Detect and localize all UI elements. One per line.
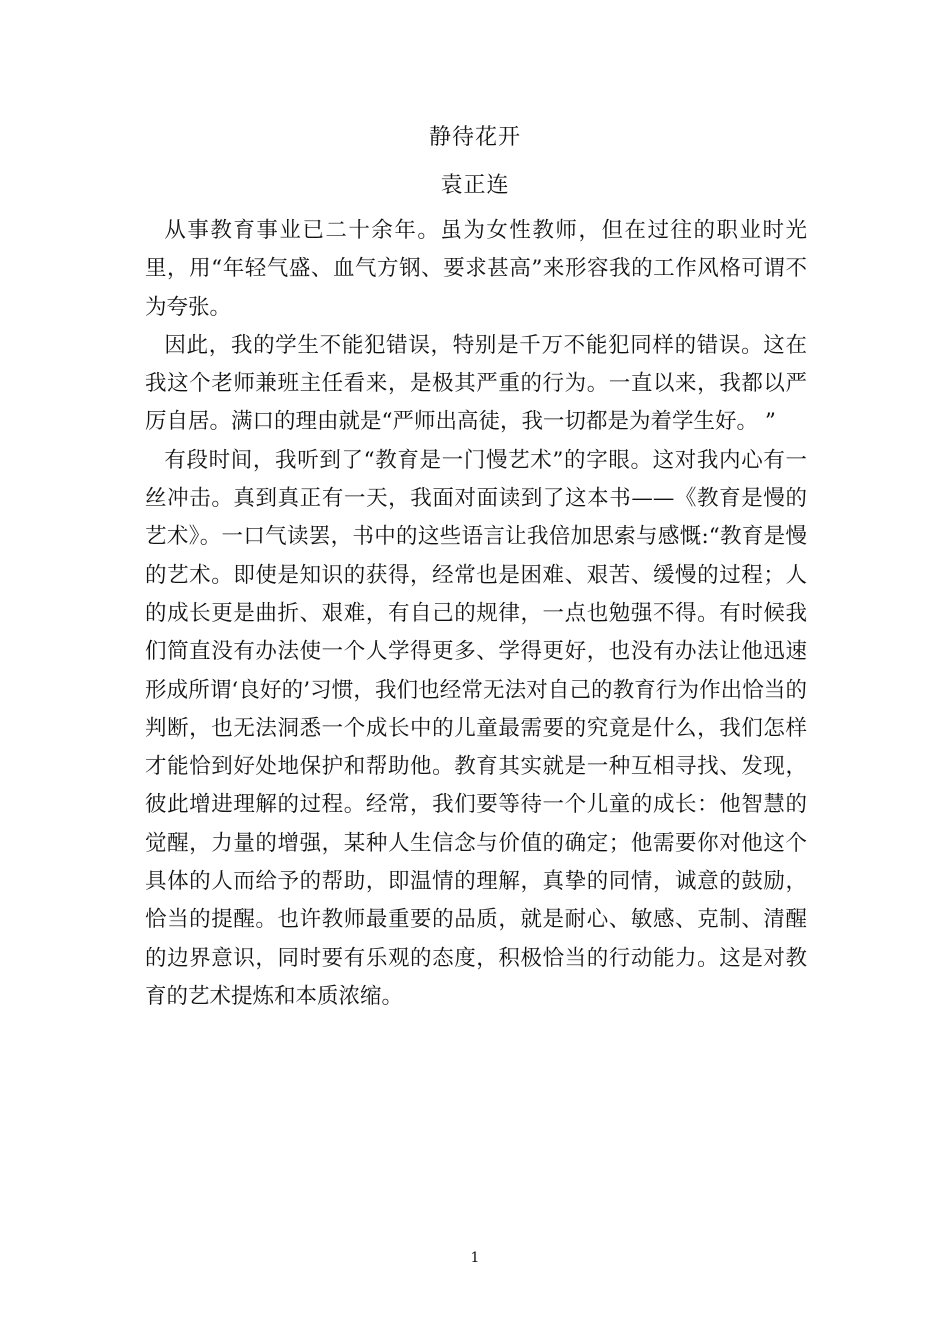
paragraph-1: 从事教育事业已二十余年。虽为女性教师，但在过往的职业时光里，用“年轻气盛、血气方钢、要求甚高”来形容我的工作风格可谓不为夸张。 xyxy=(145,218,807,320)
page-number: 1 xyxy=(470,1250,480,1266)
paragraph-3: 有段时间，我听到了“教育是一门慢艺术”的字眼。这对我内心有一丝冲击。真到真正有一天，我面对面读到了这本书——《教育是慢的艺术》。一口气读罢，书中的这些语言让我倍加思索与感慨:“教育是慢的艺术。即使是知识的获得，经常也是困难、艰苦、缓慢的过程；人的成长更是曲折、艰难，有自己的规律，一点也勉强不得。有时候我们简直没有办法使一个人学得更多、学得更好，也没有办法让他迅速形成所谓‘良好的’习惯，我们也经常无法对自己的教育行为作出恰当的判断，也无法洞悉一个成长中的儿童最需要的究竟是什么，我们怎样才能恰到好处地保护和帮助他。教育其实就是一种互相寻找、发现，彼此增进理解的过程。经常，我们要等待一个儿童的成长：他智慧的觉醒，力量的增强，某种人生信念与价值的确定；他需要你对他这个具体的人而给予的帮助，即温情的理解，真挚的同情，诚意的鼓励，恰当的提醒。也许教师最重要的品质，就是耐心、敏感、克制、清醒的边界意识，同时要有乐观的态度，积极恰当的行动能力。这是对教育的艺术提炼和本质浓缩。 xyxy=(145,447,807,1009)
paragraph-2: 因此，我的学生不能犯错误，特别是千万不能犯同样的错误。这在我这个老师兼班主任看来，是极其严重的行为。一直以来，我都以严厉自居。满口的理由就是“严师出高徒，我一切都是为着学生好。 ” xyxy=(145,332,807,435)
body-text xyxy=(145,212,807,1016)
author-name: 袁正连 xyxy=(440,173,510,198)
document-title: 静待花开 xyxy=(428,125,521,150)
